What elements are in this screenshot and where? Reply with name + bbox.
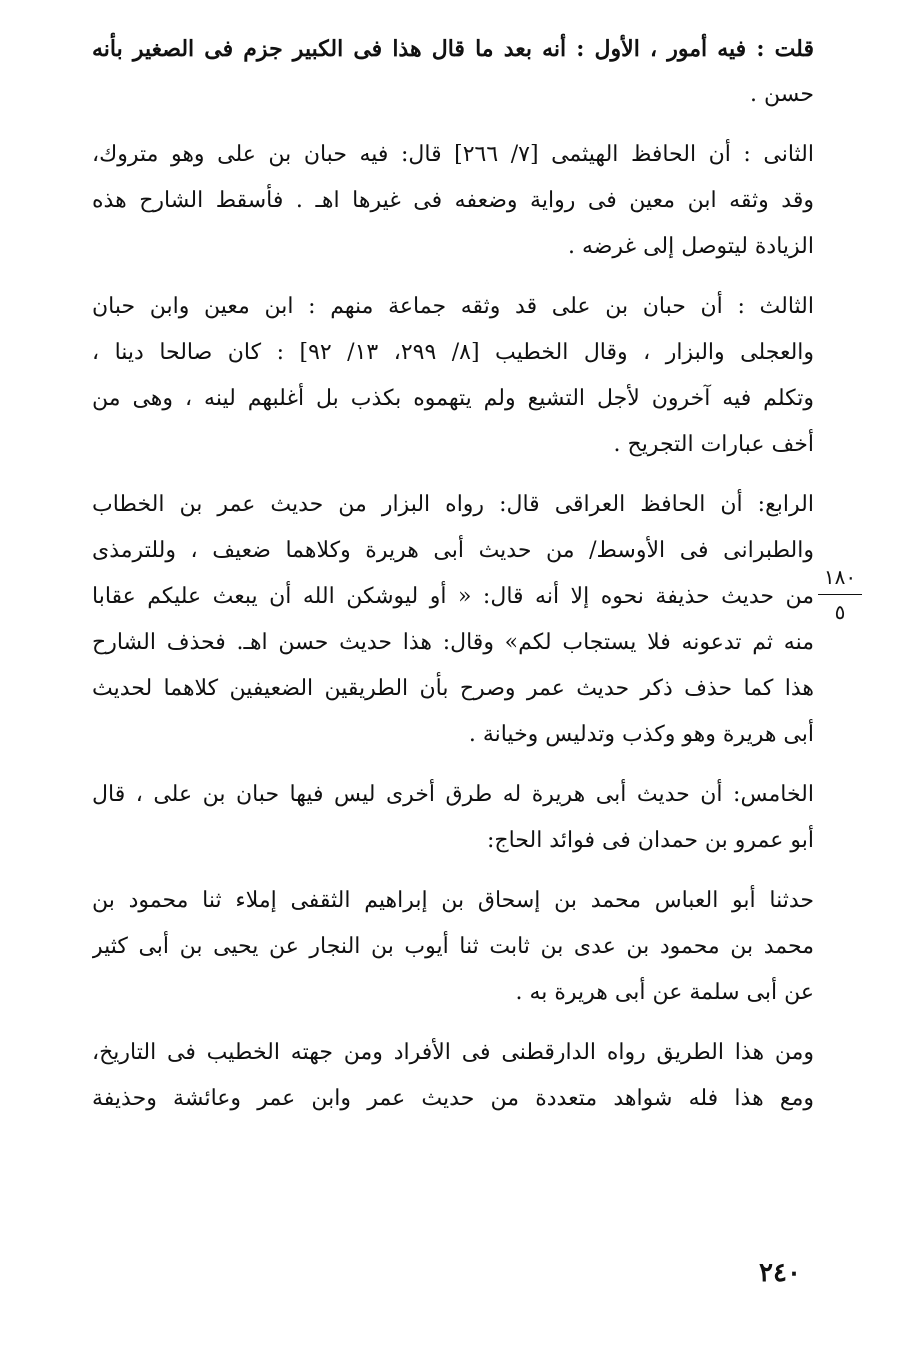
- text-line: أبو عمرو بن حمدان فى فوائد الحاج:: [486, 828, 814, 853]
- text-line: هذا كما حذف ذكر حديث عمر وصرح بأن الطريقين الضعيفين كلاهما لحديث: [92, 676, 814, 701]
- text-line: الرابع: أن الحافظ العراقى قال: رواه البزار من حديث عمر بن الخطاب: [92, 492, 814, 517]
- paragraph-fifth-point: [92, 772, 814, 864]
- text-line: الخامس: أن حديث أبى هريرة له طرق أخرى ليس فيها حبان بن على ، قال: [92, 782, 814, 807]
- text-line: محمد بن محمود بن عدى بن ثابت ثنا أيوب بن النجار عن يحيى بن أبى كثير: [92, 934, 814, 959]
- paragraph-isnad: [92, 878, 814, 1016]
- folio-number: ١٨٠: [823, 565, 857, 589]
- text-line: وتكلم فيه آخرون لأجل التشيع ولم يتهموه بكذب بل أغلبهم لينه ، وهى من: [92, 386, 814, 411]
- paragraph-first-point: [92, 26, 814, 118]
- folio-sub-number: ٥: [834, 600, 846, 624]
- text-line: من حديث حذيفة نحوه إلا أنه قال: « أو ليوشكن الله أن يبعث عليكم عقابا: [92, 584, 814, 609]
- text-line: حدثنا أبو العباس محمد بن إسحاق بن إبراهيم الثقفى إملاء ثنا محمود بن: [92, 888, 814, 913]
- paragraph-fourth-point: [92, 482, 814, 758]
- text-line: الثانى : أن الحافظ الهيثمى [٧/ ٢٦٦] قال: فيه حبان بن على وهو متروك،: [92, 142, 814, 167]
- text-line: والعجلى والبزار ، وقال الخطيب [٨/ ٢٩٩، ١٣/ ٩٢] : كان صالحا دينا ،: [92, 340, 814, 365]
- text-line: عن أبى سلمة عن أبى هريرة به .: [515, 980, 814, 1005]
- paragraph-second-point: [92, 132, 814, 270]
- body-text: [92, 26, 814, 1136]
- text-line: الزيادة ليتوصل إلى غرضه .: [567, 234, 814, 259]
- paragraph-conclusion: [92, 1030, 814, 1122]
- text-line: حسن .: [750, 82, 814, 107]
- paragraph-third-point: [92, 284, 814, 468]
- text-line: قلت : فيه أمور ، الأول : أنه بعد ما قال هذا فى الكبير جزم فى الصغير بأنه: [92, 36, 814, 62]
- text-line: ومن هذا الطريق رواه الدارقطنى فى الأفراد ومن جهته الخطيب فى التاريخ،: [92, 1040, 814, 1065]
- text-line: أخف عبارات التجريح .: [613, 432, 814, 457]
- text-line: أبى هريرة وهو وكذب وتدليس وخيانة .: [468, 722, 814, 747]
- text-line: ومع هذا فله شواهد متعددة من حديث عمر وابن عمر وعائشة وحذيفة: [92, 1086, 814, 1111]
- text-line: منه ثم تدعونه فلا يستجاب لكم» وقال: هذا حديث حسن اهـ. فحذف الشارح: [92, 630, 814, 655]
- text-line: والطبرانى فى الأوسط/ من حديث أبى هريرة وكلاهما ضعيف ، وللترمذى: [92, 538, 814, 563]
- manuscript-folio-note: [814, 566, 866, 623]
- text-line: وقد وثقه ابن معين فى رواية وضعفه فى غيرها اهـ . فأسقط الشارح هذه: [92, 188, 814, 213]
- folio-divider: [818, 594, 862, 595]
- page-number: ٢٤٠: [759, 1258, 801, 1288]
- text-line: الثالث : أن حبان بن على قد وثقه جماعة منهم : ابن معين وابن حبان: [92, 294, 814, 319]
